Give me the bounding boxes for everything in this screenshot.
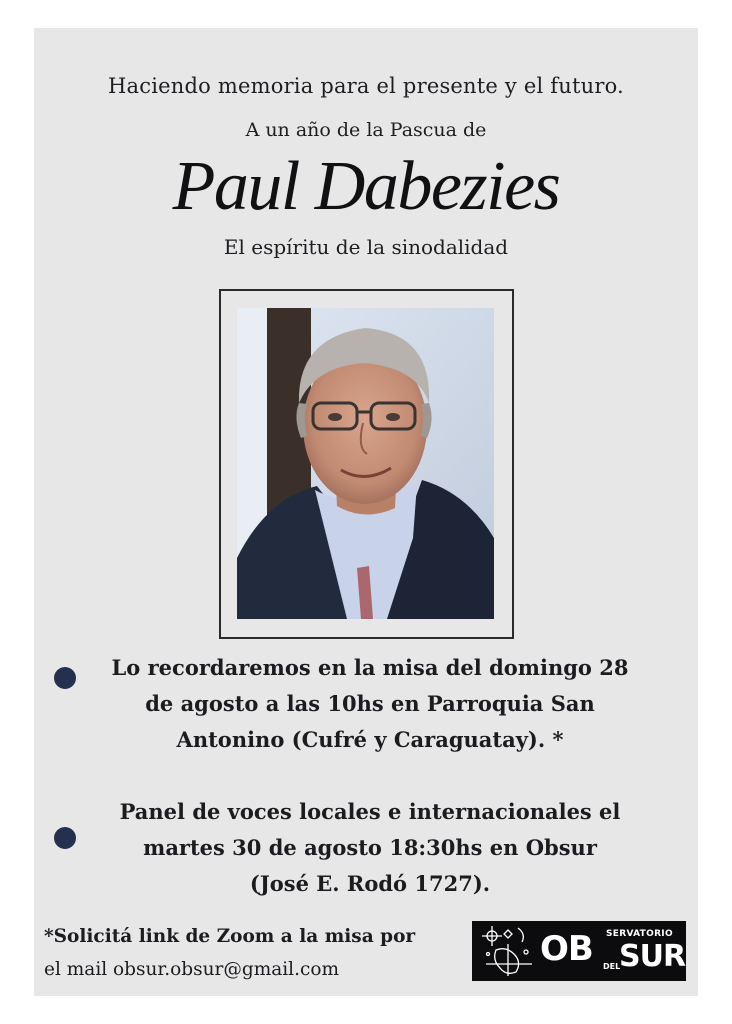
event-panel-line-3: (José E. Rodó 1727). bbox=[249, 871, 491, 896]
honoree-name: Paul Dabezies bbox=[172, 148, 560, 225]
logo-del-text: DEL bbox=[603, 962, 621, 971]
bullet-icon bbox=[54, 667, 76, 689]
zoom-note-line-1: *Solicitá link de Zoom a la misa por bbox=[44, 926, 416, 947]
obsur-logo bbox=[472, 921, 686, 981]
event-mass-line-3: Antonino (Cufré y Caraguatay). * bbox=[176, 727, 564, 752]
poster-tagline: El espíritu de la sinodalidad bbox=[223, 235, 509, 259]
poster-subkicker: A un año de la Pascua de bbox=[245, 119, 487, 141]
compass-star-map-icon bbox=[478, 924, 538, 978]
event-mass-line-2: de agosto a las 10hs en Parroquia San bbox=[145, 691, 595, 716]
event-mass bbox=[80, 650, 660, 758]
poster-kicker: Haciendo memoria para el presente y el futuro. bbox=[108, 74, 624, 98]
zoom-note-line-2: el mail obsur.obsur@gmail.com bbox=[44, 959, 340, 980]
logo-servatorio-text: SERVATORIO bbox=[606, 929, 673, 939]
portrait-photo bbox=[237, 308, 494, 619]
zoom-note bbox=[44, 920, 474, 986]
logo-sur-text: SUR bbox=[619, 939, 686, 974]
bullet-icon bbox=[54, 827, 76, 849]
event-panel-line-1: Panel de voces locales e internacionales el bbox=[119, 799, 621, 824]
event-panel-line-2: martes 30 de agosto 18:30hs en Obsur bbox=[143, 835, 597, 860]
event-panel bbox=[80, 794, 660, 902]
event-mass-line-1: Lo recordaremos en la misa del domingo 28 bbox=[111, 655, 629, 680]
logo-ob-text: OB bbox=[540, 929, 593, 969]
